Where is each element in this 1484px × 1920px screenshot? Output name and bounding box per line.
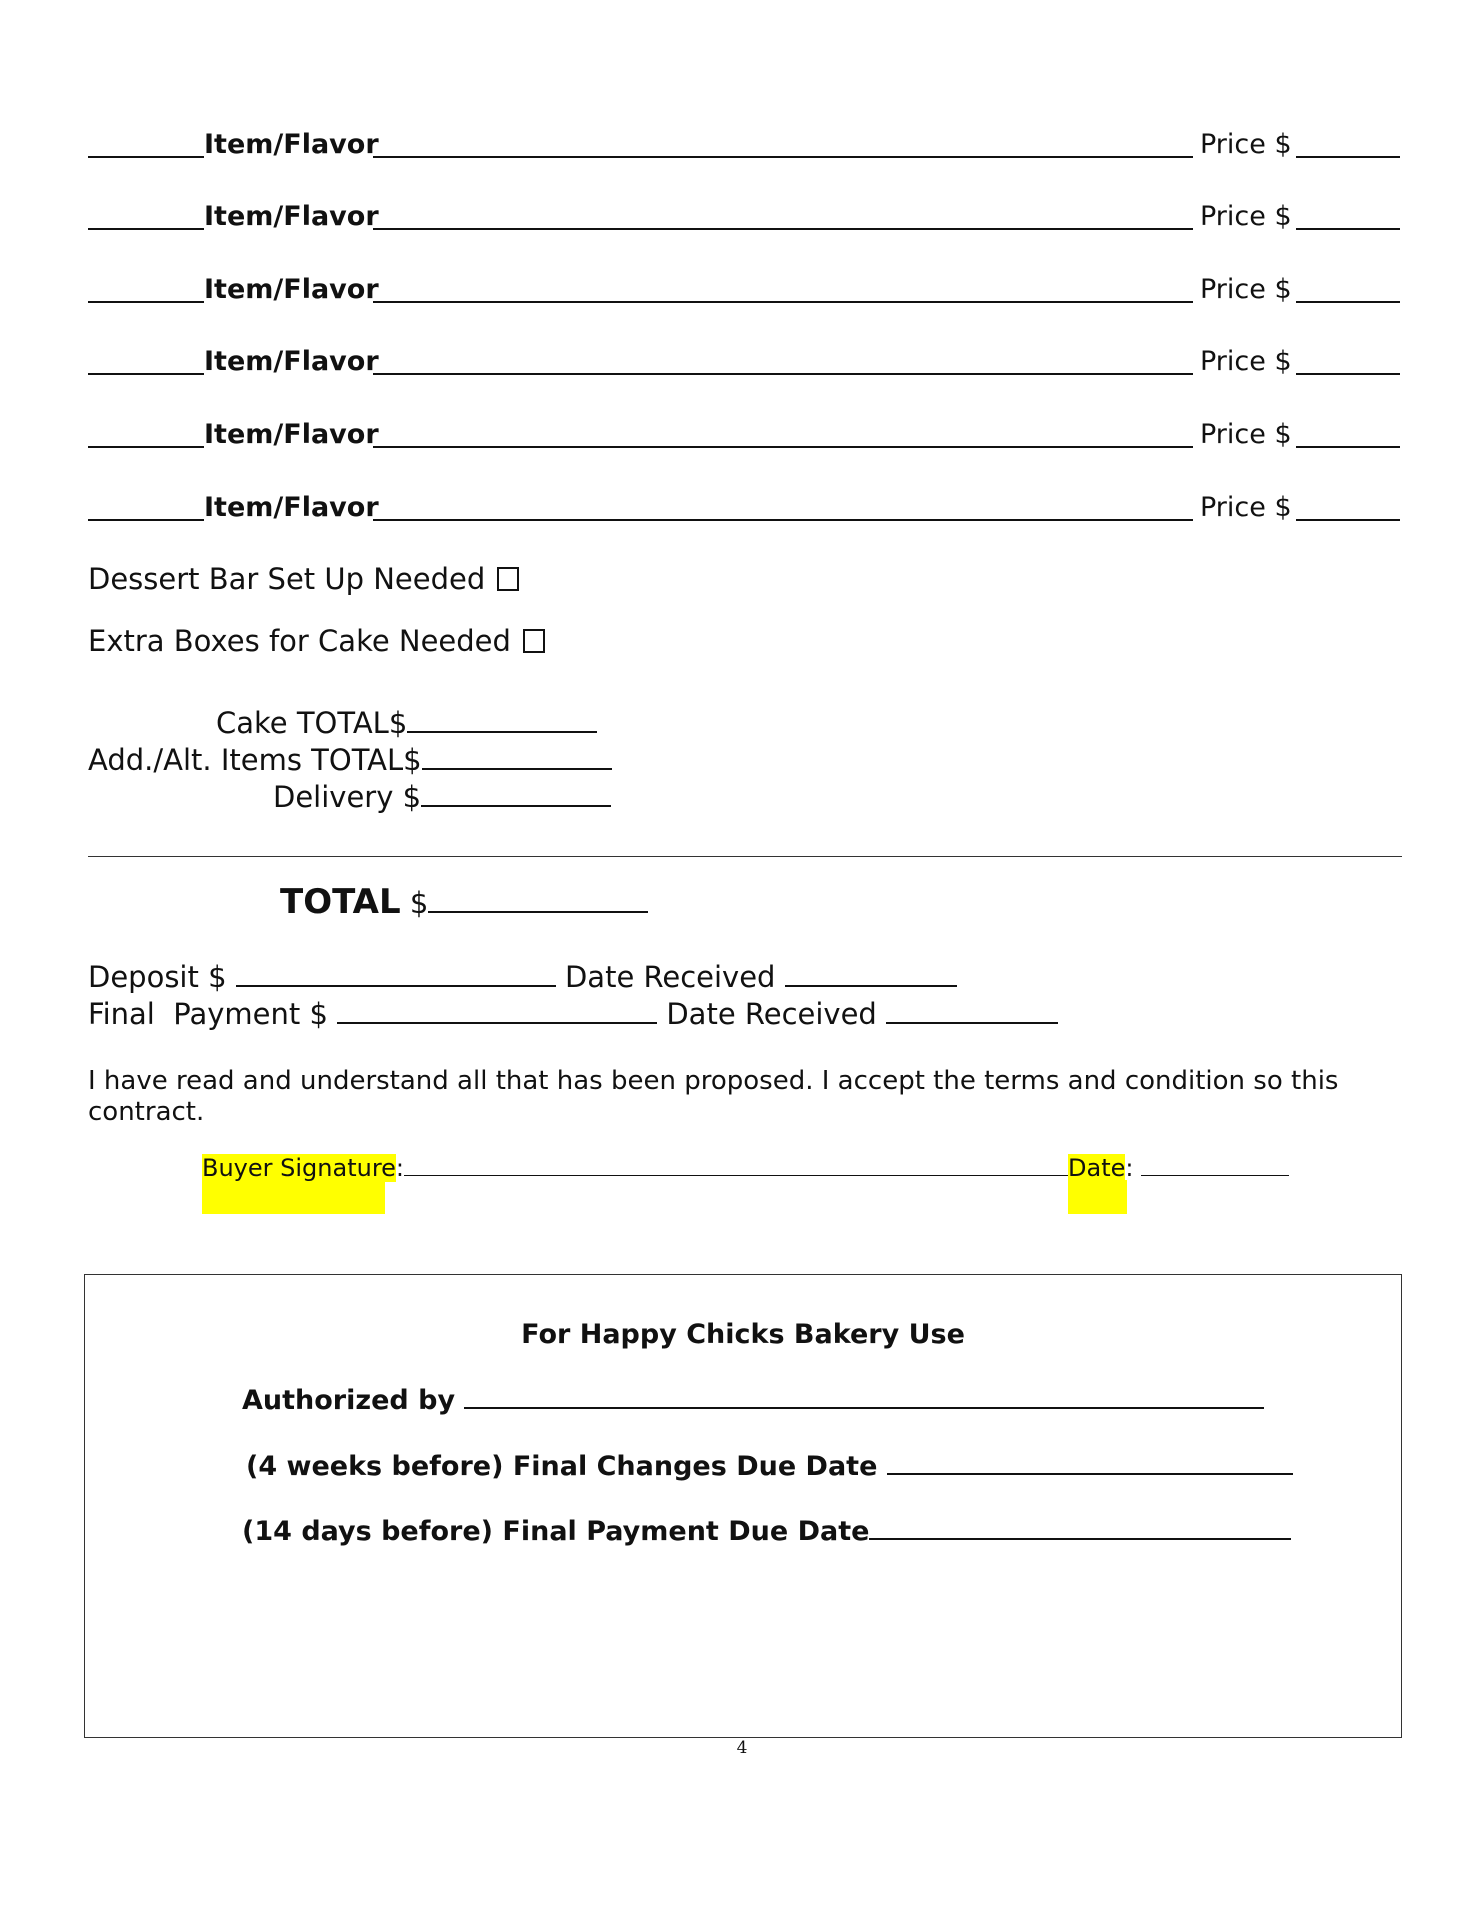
section-divider (88, 856, 1402, 857)
deposit-blank[interactable] (236, 985, 556, 987)
item-flavor-label: Item/Flavor (204, 129, 379, 160)
grand-total-currency: $ (409, 886, 429, 920)
grand-total-line (280, 882, 648, 922)
price-label: Price $ (1200, 346, 1292, 377)
cake-total-blank[interactable] (407, 731, 597, 733)
quantity-blank[interactable] (88, 519, 204, 521)
price-label: Price $ (1200, 201, 1292, 232)
quantity-blank[interactable] (88, 301, 204, 303)
cake-total-line (216, 706, 597, 740)
cake-total-label: Cake TOTAL$ (216, 706, 408, 740)
extra-boxes-checkbox[interactable] (523, 629, 545, 653)
price-blank[interactable] (1296, 446, 1400, 448)
item-flavor-label: Item/Flavor (204, 492, 379, 523)
delivery-label: Delivery $ (273, 780, 422, 814)
colon: : (1125, 1154, 1134, 1182)
final-payment-due-label: (14 days before) Final Payment Due Date (242, 1516, 870, 1547)
add-alt-total-blank[interactable] (422, 768, 612, 770)
item-flavor-blank[interactable] (373, 301, 1193, 303)
add-alt-total-line (88, 743, 612, 777)
grand-total-blank[interactable] (428, 911, 648, 913)
item-flavor-blank[interactable] (373, 228, 1193, 230)
price-blank[interactable] (1296, 301, 1400, 303)
page-number: 4 (736, 1738, 748, 1758)
final-payment-due-line (242, 1516, 1291, 1547)
final-changes-line (246, 1451, 1293, 1482)
price-blank[interactable] (1296, 156, 1400, 158)
delivery-line (273, 780, 611, 814)
buyer-signature-label: Buyer Signature (202, 1154, 396, 1182)
final-changes-blank[interactable] (887, 1473, 1293, 1475)
delivery-blank[interactable] (421, 805, 611, 807)
item-row (88, 196, 1400, 232)
final-payment-line (88, 997, 1058, 1031)
signature-date-label: Date (1068, 1154, 1126, 1182)
authorized-by-blank[interactable] (464, 1407, 1264, 1409)
date-received-label: Date Received (564, 960, 776, 994)
deposit-date-blank[interactable] (785, 985, 957, 987)
signature-date-line (1068, 1154, 1289, 1182)
price-label: Price $ (1200, 492, 1292, 523)
quantity-blank[interactable] (88, 446, 204, 448)
final-payment-due-blank[interactable] (869, 1538, 1291, 1540)
date-highlight (1068, 1180, 1127, 1214)
colon: : (395, 1154, 405, 1182)
item-flavor-label: Item/Flavor (204, 274, 379, 305)
item-flavor-blank[interactable] (373, 156, 1193, 158)
item-flavor-label: Item/Flavor (204, 346, 379, 377)
item-row (88, 124, 1400, 160)
price-blank[interactable] (1296, 519, 1400, 521)
final-payment-blank[interactable] (337, 1022, 657, 1024)
bakery-box-title: For Happy Chicks Bakery Use (521, 1319, 965, 1350)
date-received-label: Date Received (666, 997, 877, 1031)
item-row (88, 269, 1400, 305)
price-label: Price $ (1200, 129, 1292, 160)
quantity-blank[interactable] (88, 156, 204, 158)
item-flavor-blank[interactable] (373, 446, 1193, 448)
dessert-bar-option (88, 562, 519, 596)
item-row (88, 487, 1400, 523)
item-flavor-label: Item/Flavor (204, 419, 379, 450)
price-label: Price $ (1200, 274, 1292, 305)
bakery-use-box (84, 1274, 1402, 1738)
signature-date-blank[interactable] (1141, 1175, 1289, 1176)
signature-highlight (202, 1180, 385, 1214)
buyer-signature-line (202, 1154, 1074, 1182)
authorized-by-label: Authorized by (242, 1385, 456, 1416)
final-payment-date-blank[interactable] (886, 1022, 1058, 1024)
grand-total-label: TOTAL (280, 882, 401, 922)
deposit-line (88, 960, 957, 994)
dessert-bar-label: Dessert Bar Set Up Needed (88, 562, 486, 596)
item-flavor-label: Item/Flavor (204, 201, 379, 232)
buyer-signature-blank[interactable] (404, 1175, 1074, 1176)
add-alt-total-label: Add./Alt. Items TOTAL$ (88, 743, 422, 777)
agreement-text: I have read and understand all that has been proposed. I accept the terms and condition so this contract. (88, 1066, 1339, 1127)
item-row (88, 414, 1400, 450)
price-blank[interactable] (1296, 373, 1400, 375)
extra-boxes-label: Extra Boxes for Cake Needed (88, 624, 511, 658)
final-payment-label: Final Payment $ (88, 997, 328, 1031)
authorized-by-line (242, 1385, 1264, 1416)
item-flavor-blank[interactable] (373, 373, 1193, 375)
price-blank[interactable] (1296, 228, 1400, 230)
quantity-blank[interactable] (88, 373, 204, 375)
dessert-bar-checkbox[interactable] (497, 567, 519, 591)
quantity-blank[interactable] (88, 228, 204, 230)
item-row (88, 341, 1400, 377)
deposit-label: Deposit $ (88, 960, 227, 994)
extra-boxes-option (88, 624, 545, 658)
item-flavor-blank[interactable] (373, 519, 1193, 521)
final-changes-label: (4 weeks before) Final Changes Due Date (246, 1451, 878, 1482)
price-label: Price $ (1200, 419, 1292, 450)
